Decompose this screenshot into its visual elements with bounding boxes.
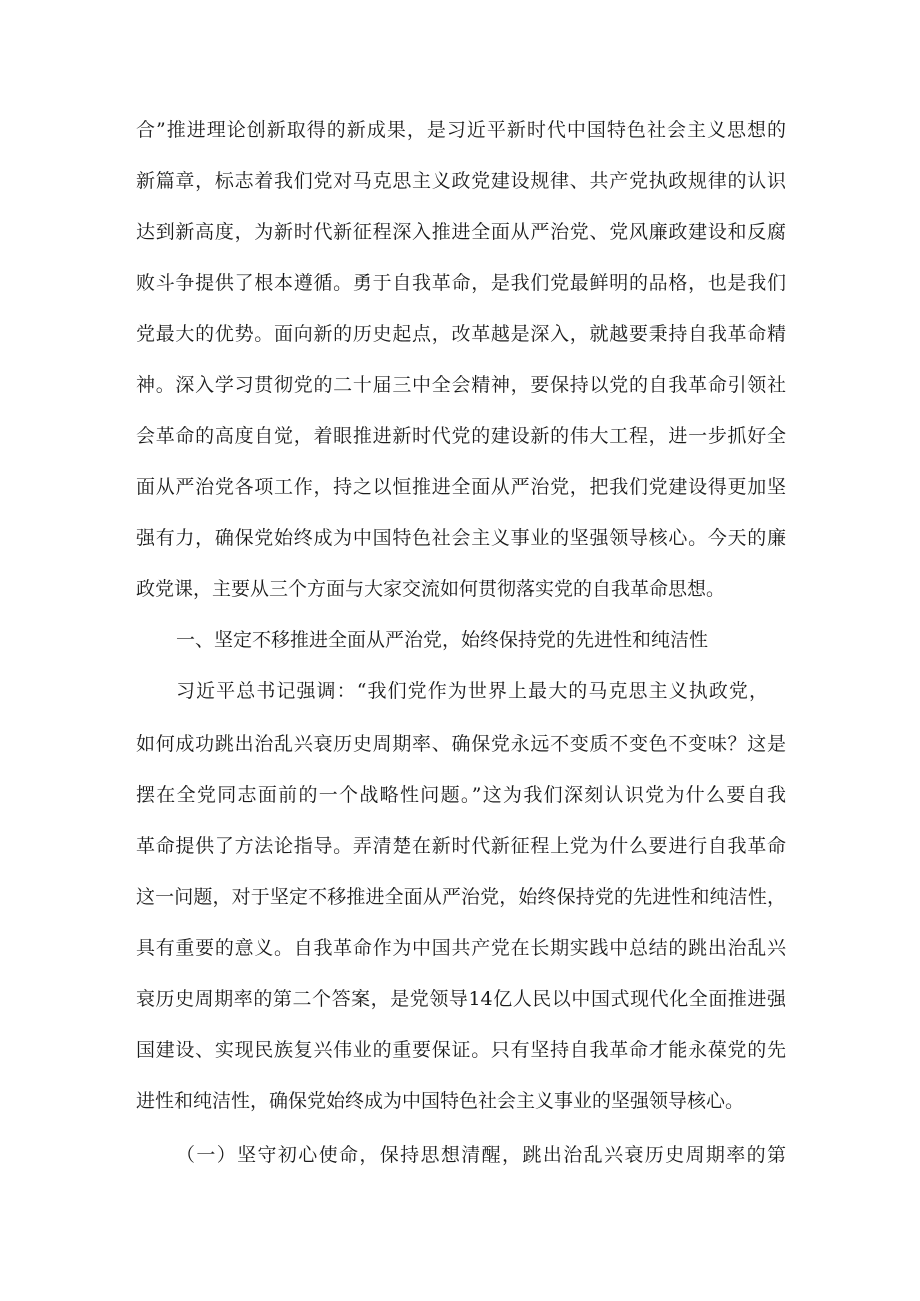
subsection-heading: （一）坚守初心使命，保持思想清醒，跳出治乱兴衰历史周期率的第 [176, 1144, 786, 1166]
body-text-line: 新篇章，标志着我们党对马克思主义政党建设规律、共产党执政规律的认识 [136, 170, 786, 192]
body-text-line: 面从严治党各项工作，持之以恒推进全面从严治党，把我们党建设得更加坚 [136, 476, 786, 498]
body-text-line: 神。深入学习贯彻党的二十届三中全会精神，要保持以党的自我革命引领社 [136, 374, 786, 396]
body-text-line: 达到新高度，为新时代新征程深入推进全面从严治党、党风廉政建设和反腐 [136, 221, 786, 243]
body-text-line: 具有重要的意义。自我革命作为中国共产党在长期实践中总结的跳出治乱兴 [136, 937, 786, 959]
body-text-line: 政党课，主要从三个方面与大家交流如何贯彻落实党的自我革命思想。 [136, 578, 726, 600]
body-text-line: 进性和纯洁性，确保党始终成为中国特色社会主义事业的坚强领导核心。 [136, 1090, 745, 1112]
body-text-line: 国建设、实现民族复兴伟业的重要保证。只有坚持自我革命才能永葆党的先 [136, 1039, 786, 1061]
body-text-line: 党最大的优势。面向新的历史起点，改革越是深入，就越要秉持自我革命精 [136, 323, 786, 345]
body-text-line: 革命提供了方法论指导。弄清楚在新时代新征程上党为什么要进行自我革命 [136, 835, 786, 857]
body-text-line: 败斗争提供了根本遵循。勇于自我革命，是我们党最鲜明的品格，也是我们 [136, 272, 786, 294]
body-text-line: 合”推进理论创新取得的新成果，是习近平新时代中国特色社会主义思想的 [136, 119, 786, 141]
body-text-line: 如何成功跳出治乱兴衰历史周期率、确保党永远不变质不变色不变味？这是 [136, 733, 786, 755]
body-text-line: 这一问题，对于坚定不移推进全面从严治党，始终保持党的先进性和纯洁性， [136, 886, 786, 908]
body-text-line: 衰历史周期率的第二个答案，是党领导14亿人民以中国式现代化全面推进强 [136, 988, 786, 1010]
body-text-line: 强有力，确保党始终成为中国特色社会主义事业的坚强领导核心。今天的廉 [136, 527, 786, 549]
body-text-line: 摆在全党同志面前的一个战略性问题。”这为我们深刻认识党为什么要自我 [136, 784, 786, 806]
body-text-line: 习近平总书记强调：“我们党作为世界上最大的马克思主义执政党， [176, 680, 768, 702]
section-heading: 一、坚定不移推进全面从严治党，始终保持党的先进性和纯洁性 [176, 629, 709, 651]
body-text-line: 会革命的高度自觉，着眼推进新时代党的建设新的伟大工程，进一步抓好全 [136, 425, 786, 447]
